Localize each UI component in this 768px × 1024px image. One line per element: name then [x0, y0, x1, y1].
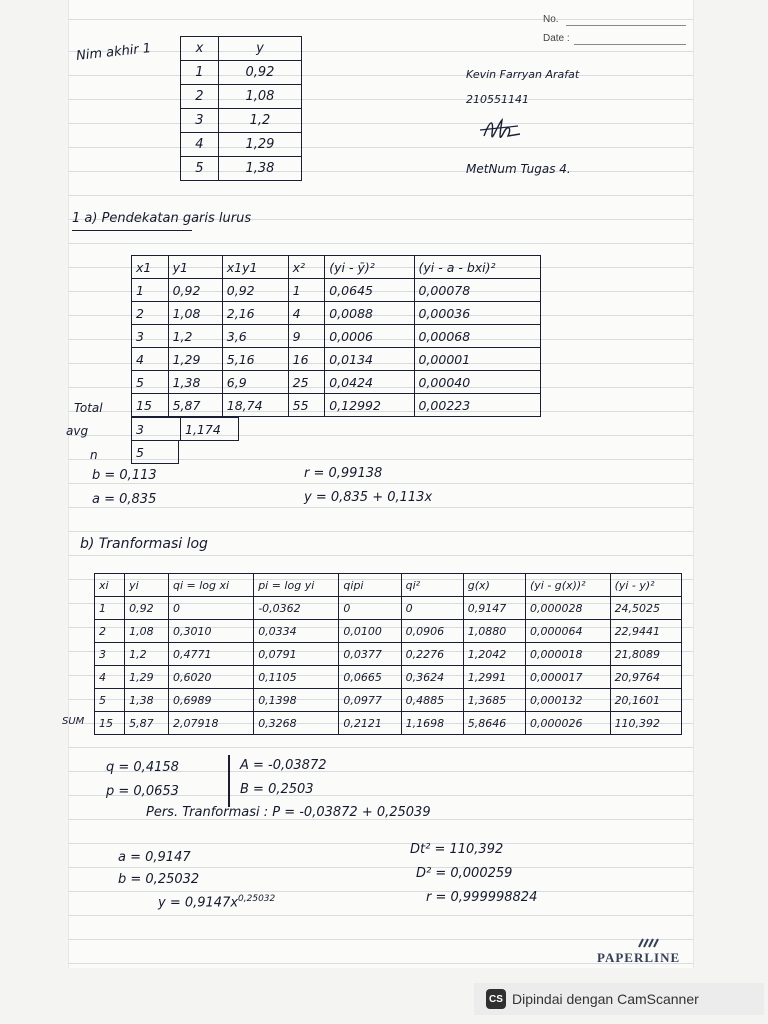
no-label: No.	[543, 14, 559, 25]
dt2-value: Dt² = 110,392	[410, 842, 504, 857]
no-line	[566, 25, 686, 26]
table-row: 2 1,08 0,3010 0,0334 0,0100 0,0906 1,0880 0,000064 22,9441	[95, 620, 682, 643]
transform-equation: Pers. Tranformasi : P = -0,03872 + 0,25039	[146, 805, 431, 820]
section-b-title: b) Tranformasi log	[80, 536, 208, 552]
table-row: 1 0,92 0 -0,0362 0 0 0,9147 0,000028 24,5025	[95, 597, 682, 620]
header-x1y1: x1y1	[222, 256, 288, 279]
total-label: Total	[74, 401, 103, 415]
table-row: 1 0,92 0,92 1 0,0645 0,00078	[132, 279, 541, 302]
student-id: 210551141	[466, 93, 529, 106]
avg-label: avg	[66, 424, 89, 438]
p-mean: p = 0,0653	[106, 784, 179, 799]
table-row-n: 5	[132, 441, 179, 464]
table-row: 3 1,2 0,4771 0,0791 0,0377 0,2276 1,2042 0,000018 21,8089	[95, 643, 682, 666]
table-row-sum: 15 5,87 2,07918 0,3268 0,2121 1,1698 5,8646 0,000026 110,392	[95, 712, 682, 735]
table-row: 3 1,2	[181, 109, 302, 133]
table-row: 4 1,29	[181, 133, 302, 157]
table-row: 4 1,29 5,16 16 0,0134 0,00001	[132, 348, 541, 371]
header-deviation: (yi - ȳ)²	[325, 256, 414, 279]
signature	[478, 114, 524, 150]
header-y1: y1	[168, 256, 222, 279]
avg-table	[131, 417, 239, 441]
y-equation: y = 0,835 + 0,113x	[304, 490, 433, 505]
header-x2: x²	[288, 256, 325, 279]
table-row	[181, 37, 302, 61]
table-row: 5 1,38 6,9 25 0,0424 0,00040	[132, 371, 541, 394]
date-label: Date :	[543, 33, 570, 44]
a-value: a = 0,835	[92, 492, 157, 507]
r-value: r = 0,99138	[304, 466, 383, 481]
coef-A: A = -0,03872	[240, 758, 327, 773]
notebook-sheet	[68, 0, 694, 968]
nim-header-y: y	[218, 37, 301, 61]
table-b	[94, 573, 682, 735]
camscanner-logo-icon: CS	[486, 989, 506, 1009]
assignment-title: MetNum Tugas 4.	[466, 162, 571, 176]
table-row: 5 1,38	[181, 157, 302, 181]
table-a	[131, 255, 541, 417]
nim-table	[180, 36, 302, 181]
section-a-title: 1 a) Pendekatan garis lurus	[72, 211, 252, 226]
header-residual: (yi - a - bxi)²	[414, 256, 541, 279]
b-value: b = 0,113	[92, 468, 157, 483]
table-row: xi yi qi = log xi pi = log yi qipi qi² g(x) (yi - g(x))² (yi - y)²	[95, 574, 682, 597]
nim-header-x: x	[181, 37, 219, 61]
footer-text: Dipindai dengan CamScanner	[512, 991, 699, 1007]
table-row: 4 1,29 0,6020 0,1105 0,0665 0,3624 1,2991 0,000017 20,9764	[95, 666, 682, 689]
table-row: 3 1,2 3,6 9 0,0006 0,00068	[132, 325, 541, 348]
q-mean: q = 0,4158	[106, 760, 179, 775]
brand-name: PAPERLINE	[597, 950, 681, 965]
table-row: 2 1,08	[181, 85, 302, 109]
student-name: Kevin Farryan Arafat	[466, 68, 580, 81]
a-value-b: a = 0,9147	[118, 850, 191, 865]
table-row: 2 1,08 2,16 4 0,0088 0,00036	[132, 302, 541, 325]
date-line	[574, 44, 686, 45]
table-row-avg: 3 1,174	[132, 418, 239, 441]
table-row	[132, 256, 541, 279]
table-row: 5 1,38 0,6989 0,1398 0,0977 0,4885 1,3685 0,000132 20,1601	[95, 689, 682, 712]
table-row: 1 0,92	[181, 61, 302, 85]
coef-B: B = 0,2503	[240, 782, 314, 797]
camscanner-footer	[474, 983, 764, 1015]
n-table	[131, 440, 179, 464]
d2-value: D² = 0,000259	[416, 866, 513, 881]
y-equation-b	[158, 894, 275, 910]
b-value-b: b = 0,25032	[118, 872, 200, 887]
n-label: n	[90, 448, 98, 462]
sum-label: SUM	[62, 716, 85, 727]
r-value-b: r = 0,999998824	[426, 890, 538, 905]
table-row-total: 15 5,87 18,74 55 0,12992 0,00223	[132, 394, 541, 417]
y-equation-base: y = 0,9147x	[158, 895, 239, 911]
y-equation-exponent: 0,25032	[238, 894, 276, 904]
section-a-underline	[72, 230, 192, 231]
nim-label: Nim akhir 1	[75, 41, 152, 64]
header-x1: x1	[132, 256, 169, 279]
divider	[228, 755, 230, 807]
brand-logo-icon	[637, 937, 659, 949]
